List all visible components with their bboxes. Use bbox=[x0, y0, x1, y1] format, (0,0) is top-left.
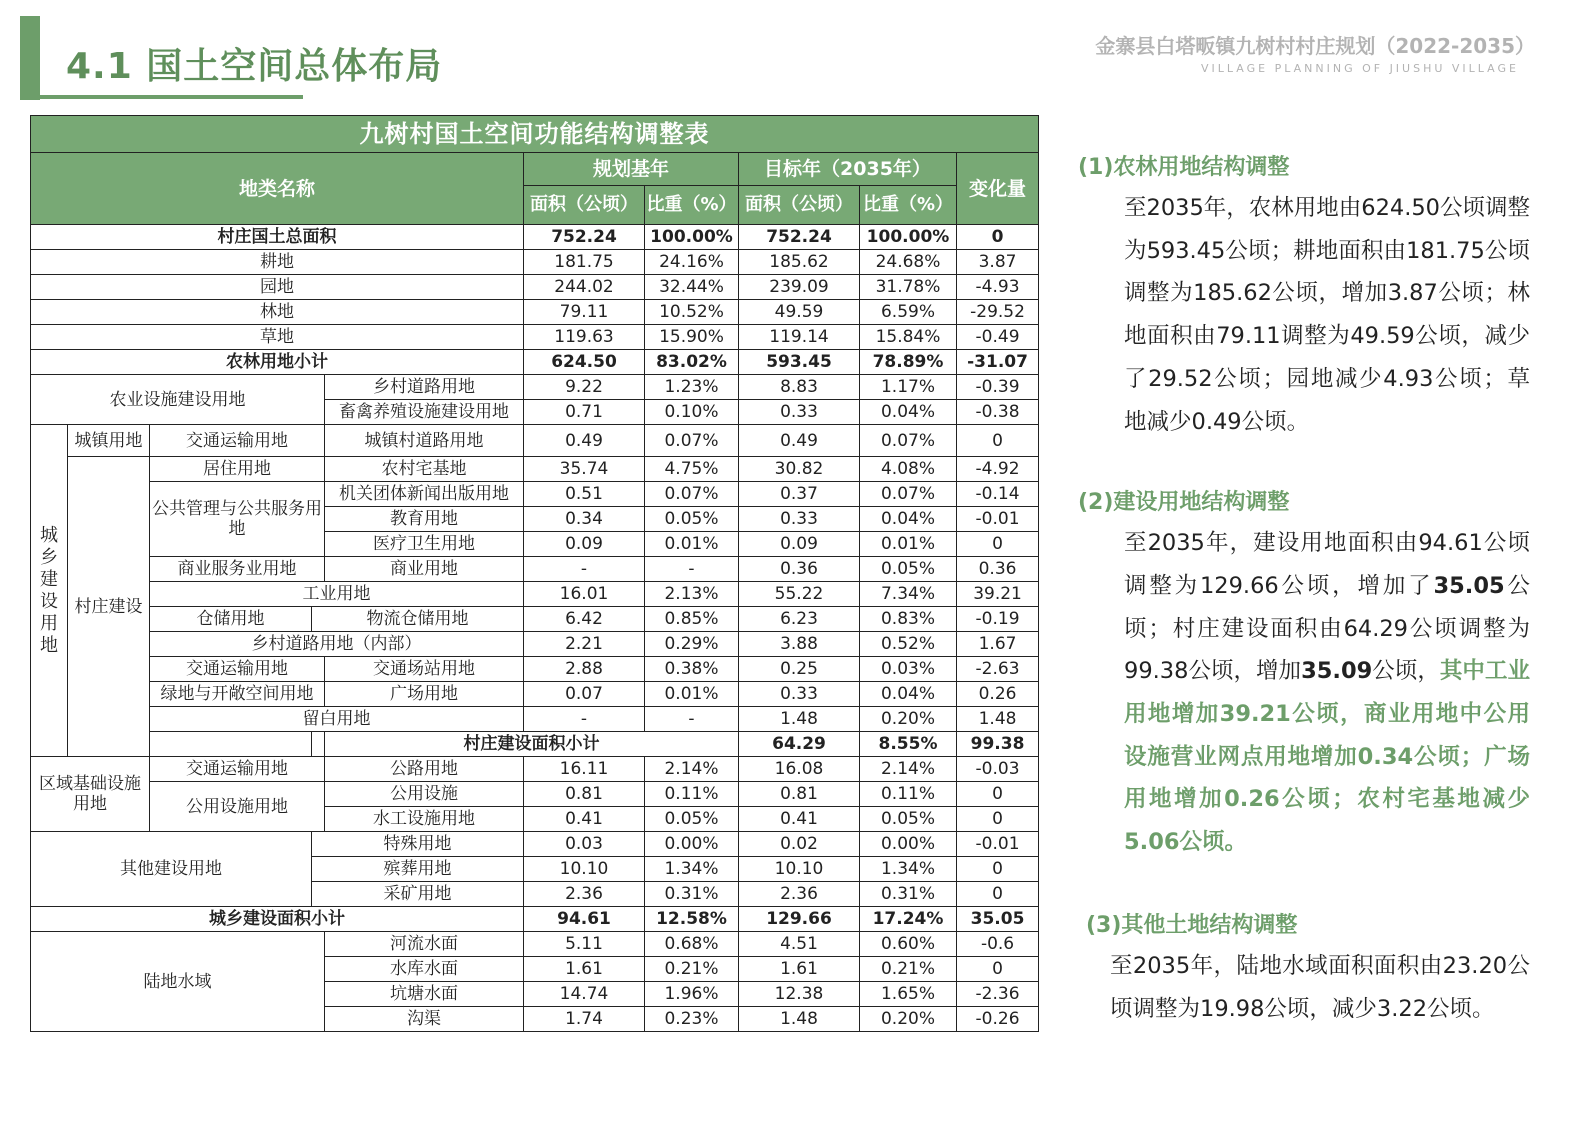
cell-name: 殡葬用地 bbox=[312, 857, 524, 882]
cell-target-ratio: 0.20% bbox=[860, 1007, 957, 1032]
section-2-text-3: 公顷， bbox=[1372, 658, 1440, 685]
header-base-ratio: 比重（%） bbox=[645, 186, 739, 225]
cell-base-ratio: 0.05% bbox=[645, 807, 739, 832]
section-2-highlight: 其中工业用地增加39.21公顷，商业用地中公用设施营业网点用地增加0.34公顷；广场用地增加0.26公顷；农村宅基地减少5.06公顷。 bbox=[1124, 658, 1530, 856]
cell-change: -0.19 bbox=[957, 607, 1039, 632]
cell-target-ratio: 1.65% bbox=[860, 982, 957, 1007]
cell-base-ratio: 0.31% bbox=[645, 882, 739, 907]
cell-target-area: 0.33 bbox=[739, 682, 860, 707]
cell-base-ratio: 4.75% bbox=[645, 457, 739, 482]
cell-target-area: 30.82 bbox=[739, 457, 860, 482]
cell-name: 工业用地 bbox=[150, 582, 524, 607]
cell-name: 城镇村道路用地 bbox=[325, 425, 524, 457]
cell-change: 35.05 bbox=[957, 907, 1039, 932]
cell-target-area: 1.48 bbox=[739, 1007, 860, 1032]
title-accent-bar bbox=[20, 16, 40, 100]
cell-target-area: 1.48 bbox=[739, 707, 860, 732]
cell-name: 交通场站用地 bbox=[325, 657, 524, 682]
cell-target-ratio: 1.34% bbox=[860, 857, 957, 882]
table-row bbox=[31, 657, 1039, 682]
cell-target-area: 3.88 bbox=[739, 632, 860, 657]
cell-change: -0.49 bbox=[957, 325, 1039, 350]
table-row bbox=[31, 557, 1039, 582]
cell-target-area: 0.33 bbox=[739, 507, 860, 532]
cell-target-area: 0.37 bbox=[739, 482, 860, 507]
cell-target-area: 0.49 bbox=[739, 425, 860, 457]
header-target-area: 面积（公顷） bbox=[739, 186, 860, 225]
table-caption-row bbox=[31, 116, 1039, 153]
cell-group-chengzhen: 城镇用地 bbox=[68, 425, 150, 457]
cell-group-ludi: 陆地水域 bbox=[31, 932, 325, 1032]
title-underline bbox=[40, 95, 303, 99]
cell-target-area: 2.36 bbox=[739, 882, 860, 907]
cell-target-area: 0.36 bbox=[739, 557, 860, 582]
cell-change: -2.63 bbox=[957, 657, 1039, 682]
cell-base-ratio: - bbox=[645, 557, 739, 582]
cell-sub-lvdi: 绿地与开敞空间用地 bbox=[150, 682, 325, 707]
table-row bbox=[31, 757, 1039, 782]
cell-base-area: 752.24 bbox=[524, 225, 645, 250]
cell-base-area: 10.10 bbox=[524, 857, 645, 882]
cell-base-area: 2.21 bbox=[524, 632, 645, 657]
cell-base-area: 0.34 bbox=[524, 507, 645, 532]
cell-change: -4.93 bbox=[957, 275, 1039, 300]
cell-base-ratio: 15.90% bbox=[645, 325, 739, 350]
cell-change: -0.26 bbox=[957, 1007, 1039, 1032]
cell-change: 0 bbox=[957, 957, 1039, 982]
section-2-title: (2)建设用地结构调整 bbox=[1078, 490, 1290, 516]
cell-base-ratio: 0.01% bbox=[645, 532, 739, 557]
cell-base-area: - bbox=[524, 707, 645, 732]
table-row bbox=[31, 350, 1039, 375]
cell-base-ratio: 24.16% bbox=[645, 250, 739, 275]
cell-target-ratio: 0.05% bbox=[860, 557, 957, 582]
cell-target-ratio: 0.83% bbox=[860, 607, 957, 632]
cell-base-area: 119.63 bbox=[524, 325, 645, 350]
cell-change: 0 bbox=[957, 532, 1039, 557]
cell-base-area: 1.74 bbox=[524, 1007, 645, 1032]
cell-name: 乡村道路用地 bbox=[325, 375, 524, 400]
table-row bbox=[31, 682, 1039, 707]
cell-name: 畜禽养殖设施建设用地 bbox=[325, 400, 524, 425]
cell-base-area: - bbox=[524, 557, 645, 582]
cell-name: 沟渠 bbox=[325, 1007, 524, 1032]
table-row bbox=[31, 482, 1039, 507]
table-row bbox=[31, 457, 1039, 482]
cell-base-area: 6.42 bbox=[524, 607, 645, 632]
section-2-bold-1: 35.05 bbox=[1433, 572, 1505, 599]
table-row bbox=[31, 907, 1039, 932]
cell-base-area: 2.36 bbox=[524, 882, 645, 907]
cell-empty bbox=[150, 732, 312, 757]
cell-change: -0.6 bbox=[957, 932, 1039, 957]
cell-change: 1.48 bbox=[957, 707, 1039, 732]
cell-base-ratio: 0.00% bbox=[645, 832, 739, 857]
cell-base-ratio: 1.23% bbox=[645, 375, 739, 400]
section-2-body bbox=[1078, 522, 1530, 864]
cell-target-ratio: 0.52% bbox=[860, 632, 957, 657]
cell-name: 园地 bbox=[31, 275, 524, 300]
section-2-text-1: 至2035年，建设用地面积由94.61公顷调整为129.66公顷，增加了 bbox=[1124, 530, 1530, 599]
cell-change: -0.38 bbox=[957, 400, 1039, 425]
cell-name: 林地 bbox=[31, 300, 524, 325]
cell-target-area: 4.51 bbox=[739, 932, 860, 957]
table-caption: 九树村国土空间功能结构调整表 bbox=[31, 116, 1039, 153]
cell-base-area: 2.88 bbox=[524, 657, 645, 682]
cell-name: 耕地 bbox=[31, 250, 524, 275]
cell-change: -0.14 bbox=[957, 482, 1039, 507]
cell-target-area: 0.41 bbox=[739, 807, 860, 832]
cell-sub-gongyong: 公用设施用地 bbox=[150, 782, 325, 832]
cell-target-ratio: 0.01% bbox=[860, 532, 957, 557]
cell-target-area: 1.61 bbox=[739, 957, 860, 982]
cell-target-ratio: 0.00% bbox=[860, 832, 957, 857]
section-1-title: (1)农林用地结构调整 bbox=[1078, 155, 1290, 180]
cell-name: 农村宅基地 bbox=[325, 457, 524, 482]
cell-name: 草地 bbox=[31, 325, 524, 350]
cell-target-ratio: 7.34% bbox=[860, 582, 957, 607]
land-structure-table-container bbox=[30, 115, 1038, 1032]
table-row bbox=[31, 425, 1039, 457]
cell-name: 公用设施 bbox=[325, 782, 524, 807]
page-title: 4.1 国土空间总体布局 bbox=[66, 46, 443, 87]
cell-target-ratio: 2.14% bbox=[860, 757, 957, 782]
vertical-label: 城乡建设用地 bbox=[40, 524, 58, 656]
section-2-bold-2: 35.09 bbox=[1301, 658, 1373, 685]
cell-base-ratio: 0.01% bbox=[645, 682, 739, 707]
cell-target-area: 49.59 bbox=[739, 300, 860, 325]
cell-base-ratio: 1.96% bbox=[645, 982, 739, 1007]
section-3-title: (3)其他土地结构调整 bbox=[1086, 912, 1298, 938]
cell-target-area: 593.45 bbox=[739, 350, 860, 375]
cell-change: 0.26 bbox=[957, 682, 1039, 707]
table-row bbox=[31, 932, 1039, 957]
cell-target-ratio: 15.84% bbox=[860, 325, 957, 350]
cell-base-area: 16.11 bbox=[524, 757, 645, 782]
cell-base-ratio: 0.21% bbox=[645, 957, 739, 982]
cell-target-area: 185.62 bbox=[739, 250, 860, 275]
cell-name: 城乡建设面积小计 bbox=[31, 907, 524, 932]
section-1-body: 至2035年，农林用地由624.50公顷调整为593.45公顷；耕地面积由181.75公顷调整为185.62公顷，增加3.87公顷；林地面积由79.11调整为49.59公顷，减少了29.52公顷；园地减少4.93公顷；草地减少0.49公顷。 bbox=[1124, 195, 1530, 435]
cell-name: 特殊用地 bbox=[312, 832, 524, 857]
cell-name: 广场用地 bbox=[325, 682, 524, 707]
cell-target-ratio: 78.89% bbox=[860, 350, 957, 375]
cell-target-ratio: 0.03% bbox=[860, 657, 957, 682]
cell-base-area: 9.22 bbox=[524, 375, 645, 400]
cell-target-ratio: 0.04% bbox=[860, 507, 957, 532]
cell-change: 3.87 bbox=[957, 250, 1039, 275]
cell-name: 公路用地 bbox=[325, 757, 524, 782]
section-2-text-2: 公顷；村庄建设面积由64.29公顷调整为99.38公顷，增加 bbox=[1124, 572, 1530, 685]
cell-target-ratio: 0.07% bbox=[860, 425, 957, 457]
cell-change: -4.92 bbox=[957, 457, 1039, 482]
cell-target-area: 0.81 bbox=[739, 782, 860, 807]
cell-target-area: 8.83 bbox=[739, 375, 860, 400]
cell-target-ratio: 0.20% bbox=[860, 707, 957, 732]
cell-base-area: 16.01 bbox=[524, 582, 645, 607]
cell-change: -29.52 bbox=[957, 300, 1039, 325]
cell-target-ratio: 0.07% bbox=[860, 482, 957, 507]
table-row bbox=[31, 607, 1039, 632]
cell-target-area: 752.24 bbox=[739, 225, 860, 250]
cell-target-area: 12.38 bbox=[739, 982, 860, 1007]
cell-name: 坑塘水面 bbox=[325, 982, 524, 1007]
cell-change: -0.39 bbox=[957, 375, 1039, 400]
cell-target-area: 0.02 bbox=[739, 832, 860, 857]
cell-target-ratio: 0.05% bbox=[860, 807, 957, 832]
cell-name: 水工设施用地 bbox=[325, 807, 524, 832]
table-row bbox=[31, 250, 1039, 275]
cell-sub-juzhu: 居住用地 bbox=[150, 457, 325, 482]
cell-sub-jiaotong: 交通运输用地 bbox=[150, 425, 325, 457]
table-row bbox=[31, 732, 1039, 757]
table-row bbox=[31, 632, 1039, 657]
header-base-year: 规划基年 bbox=[524, 153, 739, 186]
cell-target-ratio: 0.21% bbox=[860, 957, 957, 982]
cell-base-area: 0.81 bbox=[524, 782, 645, 807]
cell-target-area: 6.23 bbox=[739, 607, 860, 632]
cell-target-area: 239.09 bbox=[739, 275, 860, 300]
cell-change: 0.36 bbox=[957, 557, 1039, 582]
cell-base-ratio: 0.05% bbox=[645, 507, 739, 532]
cell-change: 0 bbox=[957, 807, 1039, 832]
table-row bbox=[31, 832, 1039, 857]
cell-target-ratio: 6.59% bbox=[860, 300, 957, 325]
cell-base-ratio: 0.85% bbox=[645, 607, 739, 632]
cell-group-quyu: 区域基础设施用地 bbox=[31, 757, 150, 832]
cell-target-area: 0.09 bbox=[739, 532, 860, 557]
cell-base-ratio: 0.38% bbox=[645, 657, 739, 682]
cell-base-ratio: 10.52% bbox=[645, 300, 739, 325]
cell-change: -31.07 bbox=[957, 350, 1039, 375]
cell-base-ratio: 0.10% bbox=[645, 400, 739, 425]
cell-change: 0 bbox=[957, 425, 1039, 457]
cell-base-area: 0.09 bbox=[524, 532, 645, 557]
cell-target-ratio: 4.08% bbox=[860, 457, 957, 482]
cell-change: 0 bbox=[957, 882, 1039, 907]
cell-change: -0.01 bbox=[957, 832, 1039, 857]
cell-group-nongye: 农业设施建设用地 bbox=[31, 375, 325, 425]
cell-group-qita: 其他建设用地 bbox=[31, 832, 312, 907]
cell-target-ratio: 17.24% bbox=[860, 907, 957, 932]
cell-sub-cangchu: 仓储用地 bbox=[150, 607, 312, 632]
table-row bbox=[31, 225, 1039, 250]
cell-target-area: 0.33 bbox=[739, 400, 860, 425]
cell-sub-jiaotong: 交通运输用地 bbox=[150, 657, 325, 682]
header-category: 地类名称 bbox=[31, 153, 524, 225]
cell-base-ratio: 2.13% bbox=[645, 582, 739, 607]
cell-base-area: 0.03 bbox=[524, 832, 645, 857]
table-row bbox=[31, 300, 1039, 325]
cell-name: 留白用地 bbox=[150, 707, 524, 732]
cell-name: 农林用地小计 bbox=[31, 350, 524, 375]
cell-name: 教育用地 bbox=[325, 507, 524, 532]
cell-name: 医疗卫生用地 bbox=[325, 532, 524, 557]
cell-base-ratio: 0.07% bbox=[645, 425, 739, 457]
document-title: 金寨县白塔畈镇九树村村庄规划（2022-2035） bbox=[1095, 34, 1535, 58]
cell-base-area: 0.41 bbox=[524, 807, 645, 832]
cell-base-ratio: 0.07% bbox=[645, 482, 739, 507]
table-row bbox=[31, 375, 1039, 400]
cell-change: 0 bbox=[957, 857, 1039, 882]
cell-change: 39.21 bbox=[957, 582, 1039, 607]
cell-base-area: 35.74 bbox=[524, 457, 645, 482]
cell-base-ratio: 0.68% bbox=[645, 932, 739, 957]
cell-target-area: 99.38 bbox=[957, 732, 1039, 757]
notes-panel bbox=[1078, 150, 1530, 1030]
table-row bbox=[31, 275, 1039, 300]
cell-name: 乡村道路用地（内部） bbox=[150, 632, 524, 657]
header-target-ratio: 比重（%） bbox=[860, 186, 957, 225]
header-target-year: 目标年（2035年） bbox=[739, 153, 957, 186]
cell-base-area: 79.11 bbox=[524, 300, 645, 325]
cell-name: 村庄建设面积小计 bbox=[325, 732, 739, 757]
table-row bbox=[31, 325, 1039, 350]
cell-base-area: 624.50 bbox=[524, 350, 645, 375]
cell-target-ratio: 0.31% bbox=[860, 882, 957, 907]
cell-target-area: 0.25 bbox=[739, 657, 860, 682]
cell-base-area: 0.71 bbox=[524, 400, 645, 425]
cell-base-ratio: 32.44% bbox=[645, 275, 739, 300]
cell-base-ratio: 1.34% bbox=[645, 857, 739, 882]
cell-base-area: 14.74 bbox=[524, 982, 645, 1007]
cell-group-chengxiang bbox=[31, 425, 68, 757]
cell-target-ratio: 0.04% bbox=[860, 682, 957, 707]
cell-base-area: 5.11 bbox=[524, 932, 645, 957]
cell-base-ratio: 83.02% bbox=[645, 350, 739, 375]
table-header-row bbox=[31, 153, 1039, 186]
cell-target-ratio: 100.00% bbox=[860, 225, 957, 250]
cell-target-ratio: 1.17% bbox=[860, 375, 957, 400]
cell-base-area: 1.61 bbox=[524, 957, 645, 982]
cell-change: -0.01 bbox=[957, 507, 1039, 532]
header-base-area: 面积（公顷） bbox=[524, 186, 645, 225]
cell-change: -0.03 bbox=[957, 757, 1039, 782]
section-3-body: 至2035年，陆地水域面积面积由23.20公顷调整为19.98公顷，减少3.22公顷。 bbox=[1110, 952, 1530, 1022]
cell-base-ratio: 12.58% bbox=[645, 907, 739, 932]
cell-base-area: 181.75 bbox=[524, 250, 645, 275]
cell-base-ratio: 0.29% bbox=[645, 632, 739, 657]
cell-base-ratio: 2.14% bbox=[645, 757, 739, 782]
cell-base-area: 64.29 bbox=[739, 732, 860, 757]
cell-base-ratio: 100.00% bbox=[645, 225, 739, 250]
cell-sub-gonggong: 公共管理与公共服务用地 bbox=[150, 482, 325, 557]
cell-sub-shangye-fuwu: 商业服务业用地 bbox=[150, 557, 325, 582]
cell-target-area: 119.14 bbox=[739, 325, 860, 350]
cell-target-ratio: 0.11% bbox=[860, 782, 957, 807]
table-row bbox=[31, 707, 1039, 732]
cell-name: 商业用地 bbox=[325, 557, 524, 582]
table-row bbox=[31, 582, 1039, 607]
cell-name: 村庄国土总面积 bbox=[31, 225, 524, 250]
cell-group-cunzhuang: 村庄建设 bbox=[68, 457, 150, 757]
cell-base-ratio: 8.55% bbox=[860, 732, 957, 757]
cell-sub-jiaotong: 交通运输用地 bbox=[150, 757, 325, 782]
cell-base-ratio: - bbox=[645, 707, 739, 732]
cell-target-area: 10.10 bbox=[739, 857, 860, 882]
cell-target-ratio: 24.68% bbox=[860, 250, 957, 275]
cell-name: 物流仓储用地 bbox=[312, 607, 524, 632]
cell-base-area: 0.51 bbox=[524, 482, 645, 507]
table-row bbox=[31, 782, 1039, 807]
cell-base-ratio: 0.23% bbox=[645, 1007, 739, 1032]
cell-change: 0 bbox=[957, 225, 1039, 250]
cell-target-area: 55.22 bbox=[739, 582, 860, 607]
cell-name: 河流水面 bbox=[325, 932, 524, 957]
cell-change: 0 bbox=[957, 782, 1039, 807]
cell-target-ratio: 0.60% bbox=[860, 932, 957, 957]
cell-change: 1.67 bbox=[957, 632, 1039, 657]
header-change: 变化量 bbox=[957, 153, 1039, 225]
cell-target-ratio: 31.78% bbox=[860, 275, 957, 300]
cell-base-area: 244.02 bbox=[524, 275, 645, 300]
cell-name: 水库水面 bbox=[325, 957, 524, 982]
cell-target-area: 129.66 bbox=[739, 907, 860, 932]
cell-name: 采矿用地 bbox=[312, 882, 524, 907]
cell-empty bbox=[312, 732, 325, 757]
cell-base-area: 0.49 bbox=[524, 425, 645, 457]
cell-base-area: 0.07 bbox=[524, 682, 645, 707]
cell-target-ratio: 0.04% bbox=[860, 400, 957, 425]
cell-base-area: 94.61 bbox=[524, 907, 645, 932]
cell-base-ratio: 0.11% bbox=[645, 782, 739, 807]
document-subtitle: VILLAGE PLANNING OF JIUSHU VILLAGE bbox=[1201, 62, 1519, 75]
cell-target-area: 16.08 bbox=[739, 757, 860, 782]
cell-change: -2.36 bbox=[957, 982, 1039, 1007]
land-structure-table bbox=[30, 115, 1039, 1032]
cell-name: 机关团体新闻出版用地 bbox=[325, 482, 524, 507]
